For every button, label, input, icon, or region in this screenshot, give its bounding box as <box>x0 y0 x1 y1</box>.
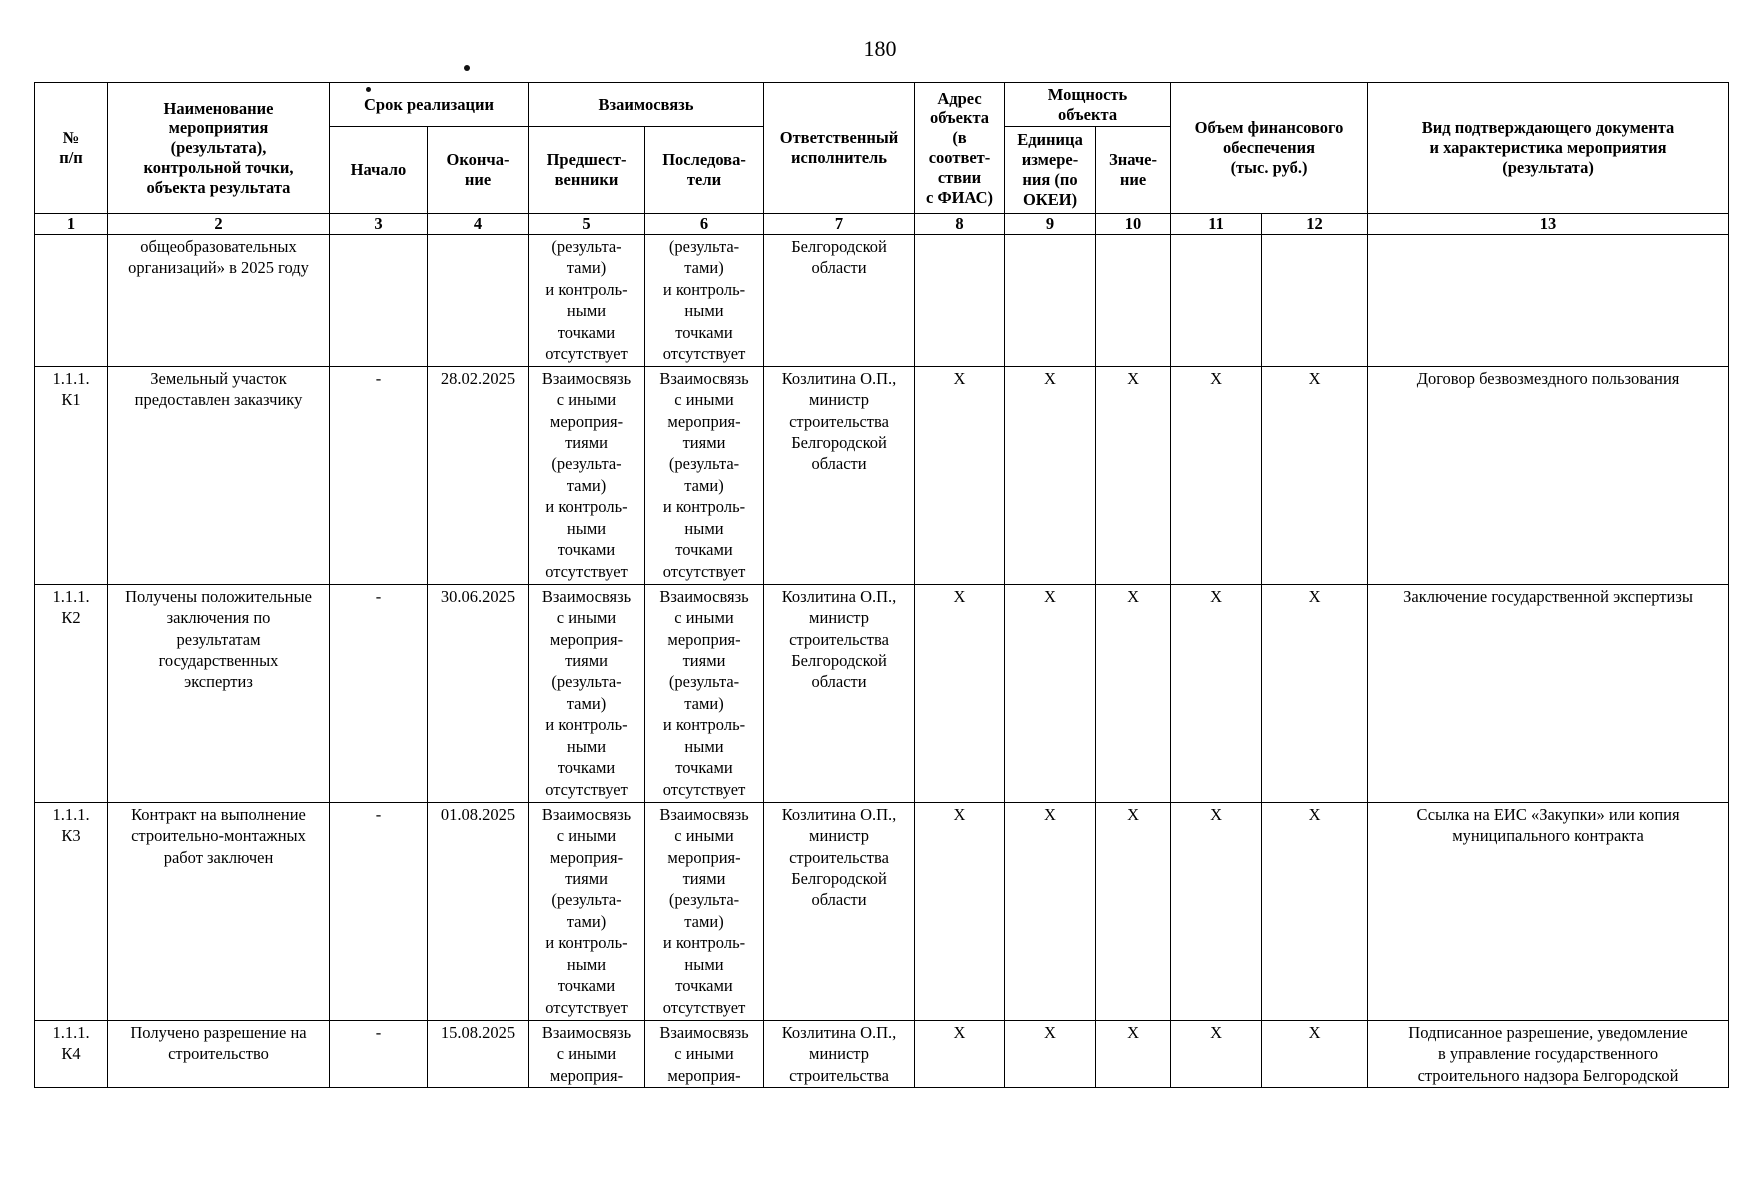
column-number: 5 <box>529 214 645 235</box>
row-finance-2: X <box>1262 366 1368 584</box>
row-document: Ссылка на ЕИС «Закупки» или копия муниципального контракта <box>1368 802 1729 1020</box>
row-address <box>915 235 1005 367</box>
row-predecessors: Взаимосвязь с иными мероприя- тиями (результа- тами) и контроль- ными точками отсутствует <box>529 802 645 1020</box>
row-end: 15.08.2025 <box>428 1020 529 1087</box>
header-predecessors: Предшест- венники <box>529 127 645 214</box>
row-name: Получены положительные заключения по результатам государственных экспертиз <box>108 584 330 802</box>
header-term: Срок реализации <box>330 83 529 127</box>
row-end: 30.06.2025 <box>428 584 529 802</box>
row-start: - <box>330 802 428 1020</box>
row-predecessors: Взаимосвязь с иными мероприя- тиями (результа- тами) и контроль- ными точками отсутствует <box>529 584 645 802</box>
row-address: X <box>915 366 1005 584</box>
row-unit: X <box>1005 366 1096 584</box>
column-number: 13 <box>1368 214 1729 235</box>
row-value <box>1096 235 1171 367</box>
row-end <box>428 235 529 367</box>
column-number: 11 <box>1171 214 1262 235</box>
row-address: X <box>915 1020 1005 1087</box>
row-start: - <box>330 1020 428 1087</box>
row-num <box>35 235 108 367</box>
column-number-row <box>35 214 1729 235</box>
row-end: 01.08.2025 <box>428 802 529 1020</box>
row-responsible: Козлитина О.П., министр строительства Белгородской области <box>764 802 915 1020</box>
row-unit: X <box>1005 1020 1096 1087</box>
table-row <box>35 366 1729 584</box>
header-relation: Взаимосвязь <box>529 83 764 127</box>
row-finance-1: X <box>1171 584 1262 802</box>
row-unit: X <box>1005 802 1096 1020</box>
header-finance: Объем финансового обеспечения (тыс. руб.) <box>1171 83 1368 214</box>
column-number: 9 <box>1005 214 1096 235</box>
row-address: X <box>915 584 1005 802</box>
column-number: 12 <box>1262 214 1368 235</box>
header-row-1 <box>35 83 1729 127</box>
row-value: X <box>1096 584 1171 802</box>
row-num: 1.1.1. К2 <box>35 584 108 802</box>
row-predecessors: (результа- тами) и контроль- ными точками отсутствует <box>529 235 645 367</box>
row-finance-1: X <box>1171 802 1262 1020</box>
row-start <box>330 235 428 367</box>
row-responsible: Козлитина О.П., министр строительства <box>764 1020 915 1087</box>
header-address: Адрес объекта (в соответ- ствии с ФИАС) <box>915 83 1005 214</box>
row-finance-2: X <box>1262 1020 1368 1087</box>
activities-table <box>34 82 1729 1088</box>
row-value: X <box>1096 366 1171 584</box>
header-capacity: Мощность объекта <box>1005 83 1171 127</box>
header-value: Значе- ние <box>1096 127 1171 214</box>
row-document: Заключение государственной экспертизы <box>1368 584 1729 802</box>
row-predecessors: Взаимосвязь с иными мероприя- <box>529 1020 645 1087</box>
column-number: 1 <box>35 214 108 235</box>
row-document <box>1368 235 1729 367</box>
row-name: Земельный участок предоставлен заказчику <box>108 366 330 584</box>
header-document: Вид подтверждающего документа и характеристика мероприятия (результата) <box>1368 83 1729 214</box>
row-responsible: Козлитина О.П., министр строительства Белгородской области <box>764 366 915 584</box>
header-responsible: Ответственный исполнитель <box>764 83 915 214</box>
row-value: X <box>1096 1020 1171 1087</box>
row-predecessors: Взаимосвязь с иными мероприя- тиями (результа- тами) и контроль- ными точками отсутствует <box>529 366 645 584</box>
row-value: X <box>1096 802 1171 1020</box>
column-number: 2 <box>108 214 330 235</box>
row-name: Контракт на выполнение строительно-монтажных работ заключен <box>108 802 330 1020</box>
header-num: № п/п <box>35 83 108 214</box>
column-number: 4 <box>428 214 529 235</box>
row-address: X <box>915 802 1005 1020</box>
table-row <box>35 235 1729 367</box>
row-end: 28.02.2025 <box>428 366 529 584</box>
column-number: 3 <box>330 214 428 235</box>
row-name: Получено разрешение на строительство <box>108 1020 330 1087</box>
table-row <box>35 802 1729 1020</box>
header-successors: Последова- тели <box>645 127 764 214</box>
row-finance-2: X <box>1262 584 1368 802</box>
header-unit: Единица измере- ния (по ОКЕИ) <box>1005 127 1096 214</box>
row-unit <box>1005 235 1096 367</box>
table-row <box>35 1020 1729 1087</box>
row-unit: X <box>1005 584 1096 802</box>
row-document: Подписанное разрешение, уведомление в управление государственного строительного надзора Белгородской <box>1368 1020 1729 1087</box>
row-successors: Взаимосвязь с иными мероприя- тиями (результа- тами) и контроль- ными точками отсутствует <box>645 366 764 584</box>
row-finance-1 <box>1171 235 1262 367</box>
table-row <box>35 584 1729 802</box>
row-responsible: Белгородской области <box>764 235 915 367</box>
row-successors: (результа- тами) и контроль- ными точками отсутствует <box>645 235 764 367</box>
header-end: Оконча- ние <box>428 127 529 214</box>
row-start: - <box>330 584 428 802</box>
row-num: 1.1.1. К1 <box>35 366 108 584</box>
scan-dot-1 <box>464 65 470 71</box>
row-finance-2 <box>1262 235 1368 367</box>
column-number: 8 <box>915 214 1005 235</box>
row-responsible: Козлитина О.П., министр строительства Белгородской области <box>764 584 915 802</box>
row-start: - <box>330 366 428 584</box>
header-start: Начало <box>330 127 428 214</box>
row-finance-1: X <box>1171 1020 1262 1087</box>
row-num: 1.1.1. К3 <box>35 802 108 1020</box>
column-number: 6 <box>645 214 764 235</box>
row-successors: Взаимосвязь с иными мероприя- тиями (результа- тами) и контроль- ными точками отсутствует <box>645 802 764 1020</box>
column-number: 7 <box>764 214 915 235</box>
row-name: общеобразовательных организаций» в 2025 году <box>108 235 330 367</box>
column-number: 10 <box>1096 214 1171 235</box>
header-name: Наименование мероприятия (результата), контрольной точки, объекта результата <box>108 83 330 214</box>
row-successors: Взаимосвязь с иными мероприя- тиями (результа- тами) и контроль- ными точками отсутствует <box>645 584 764 802</box>
row-document: Договор безвозмездного пользования <box>1368 366 1729 584</box>
row-num: 1.1.1. К4 <box>35 1020 108 1087</box>
row-finance-2: X <box>1262 802 1368 1020</box>
page-number: 180 <box>863 36 897 61</box>
row-finance-1: X <box>1171 366 1262 584</box>
row-successors: Взаимосвязь с иными мероприя- <box>645 1020 764 1087</box>
